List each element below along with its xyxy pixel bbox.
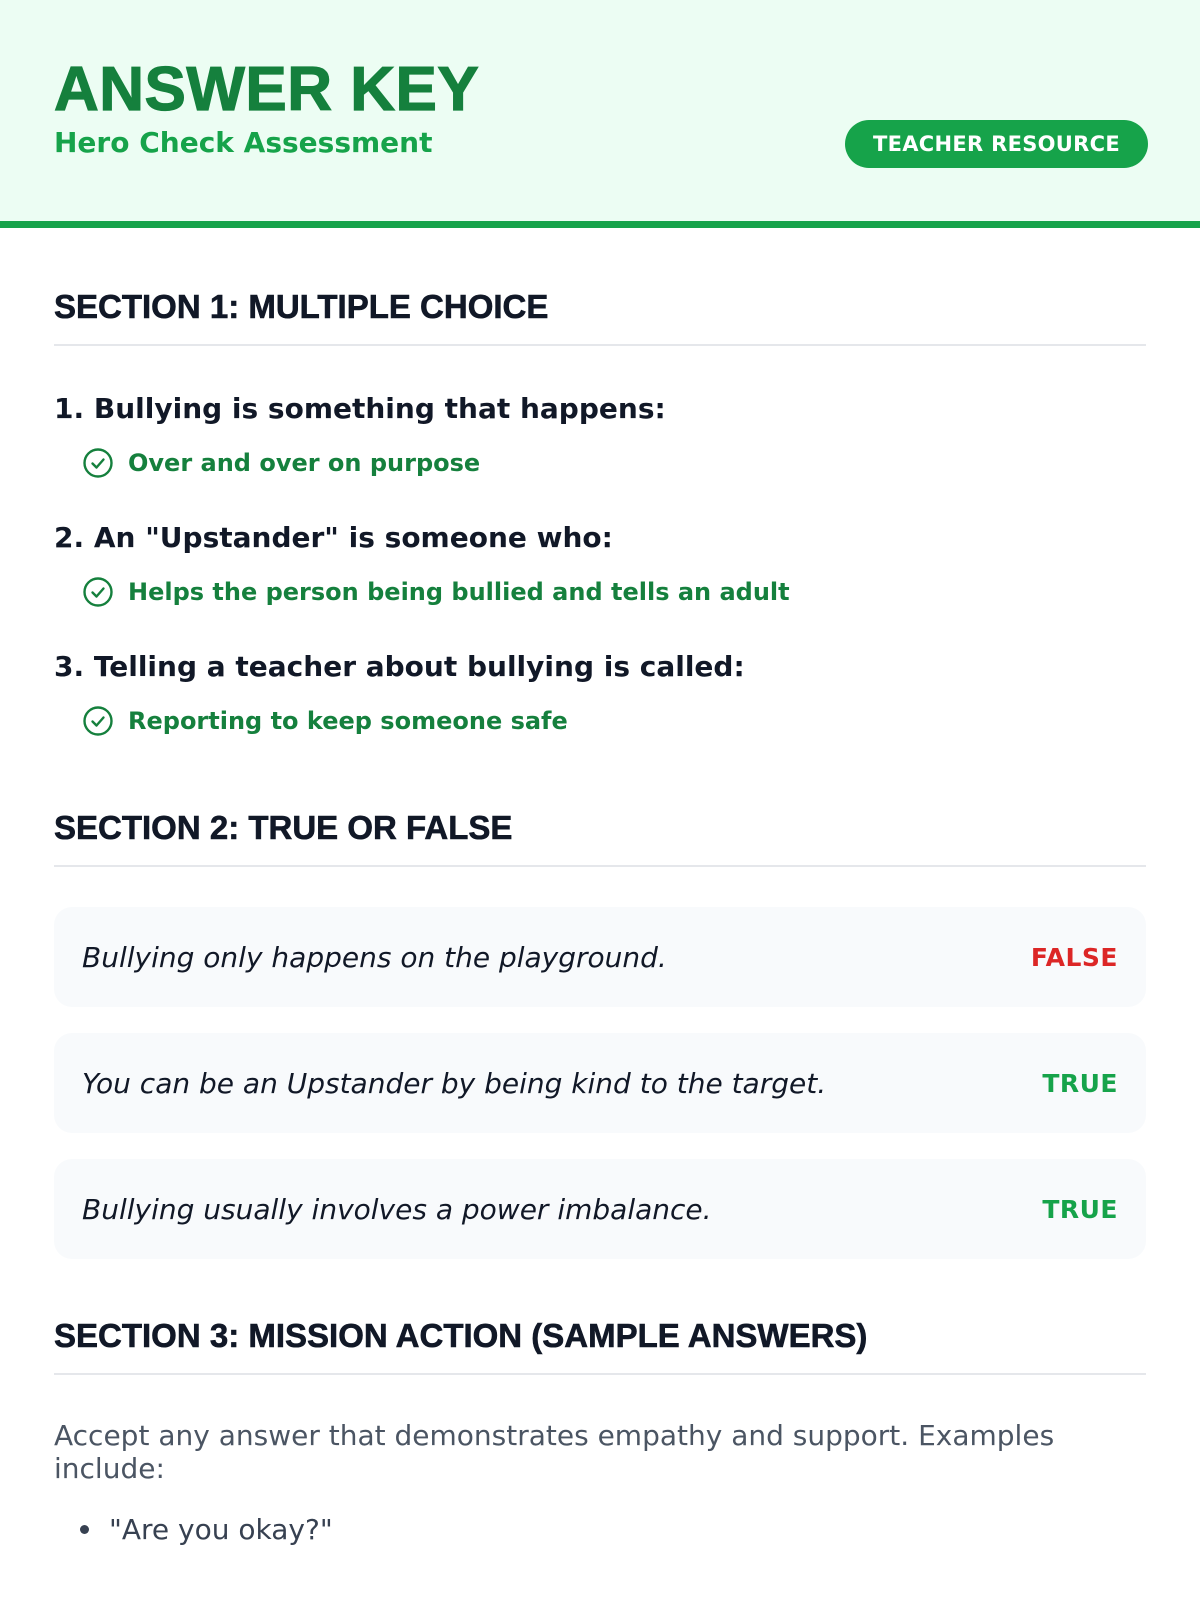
header (0, 0, 1200, 228)
answer-2 (82, 576, 1146, 608)
tf-statement: Bullying usually involves a power imbalance. (82, 1192, 712, 1226)
tf-statement: Bullying only happens on the playground. (82, 940, 667, 974)
page-title: ANSWER KEY (54, 55, 480, 124)
section-2-heading: SECTION 2: TRUE OR FALSE (54, 809, 1146, 867)
page-subtitle: Hero Check Assessment (54, 126, 433, 159)
check-circle-icon (82, 447, 114, 479)
true-false-list (54, 907, 1146, 1259)
check-circle-icon (82, 576, 114, 608)
check-circle-icon (82, 705, 114, 737)
answer-2-text: Helps the person being bullied and tells an adult (128, 578, 790, 606)
tf-answer-false: FALSE (1030, 942, 1118, 972)
question-1: 1. Bullying is something that happens: (54, 392, 666, 425)
question-3: 3. Telling a teacher about bullying is called: (54, 650, 745, 683)
true-false-row (54, 1033, 1146, 1133)
section-1-heading: SECTION 1: MULTIPLE CHOICE (54, 288, 1146, 346)
tf-statement: You can be an Upstander by being kind to the target. (82, 1066, 827, 1100)
bullet-icon (80, 1525, 89, 1534)
list-item (80, 1513, 1146, 1546)
tf-answer-true: TRUE (1042, 1194, 1118, 1224)
question-2: 2. An "Upstander" is someone who: (54, 521, 613, 554)
true-false-row (54, 1159, 1146, 1259)
teacher-resource-badge: TEACHER RESOURCE (845, 120, 1148, 168)
example-list (80, 1513, 1146, 1546)
answer-3 (82, 705, 1146, 737)
answer-3-text: Reporting to keep someone safe (128, 707, 568, 735)
section-3-instructions: Accept any answer that demonstrates empathy and support. Examples include: (54, 1419, 1055, 1485)
true-false-row (54, 907, 1146, 1007)
example-text: "Are you okay?" (109, 1513, 333, 1546)
tf-answer-true: TRUE (1042, 1068, 1118, 1098)
answer-1-text: Over and over on purpose (128, 449, 481, 477)
section-3-heading: SECTION 3: MISSION ACTION (SAMPLE ANSWERS) (54, 1317, 1146, 1375)
answer-key-content (0, 288, 1200, 1546)
answer-1 (82, 447, 1146, 479)
